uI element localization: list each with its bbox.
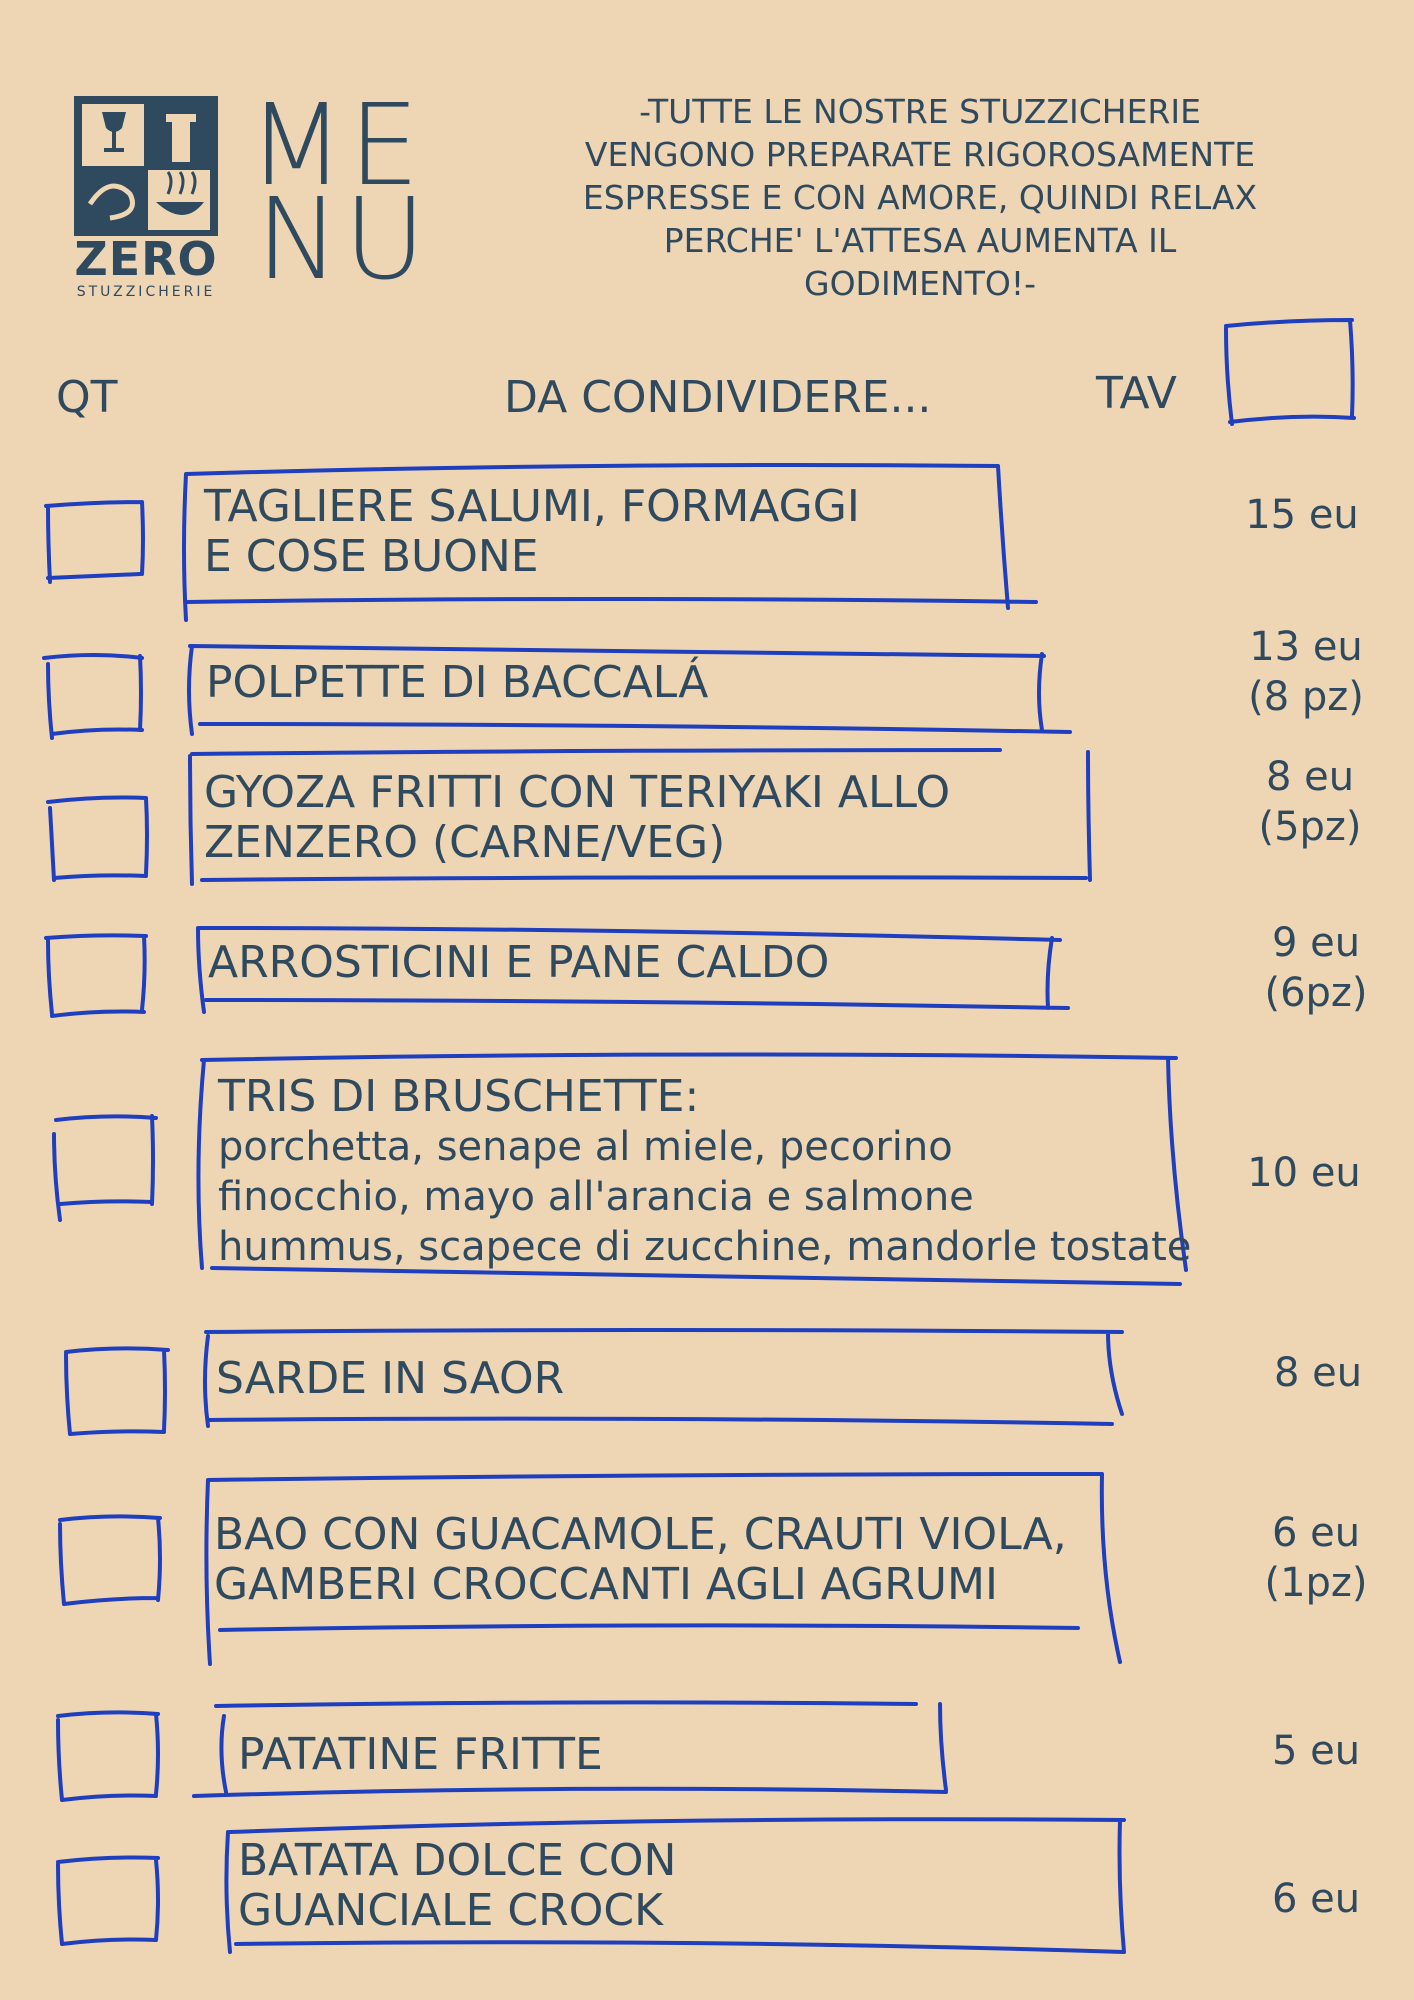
item-name	[238, 1730, 603, 1780]
item-price	[1210, 752, 1410, 852]
logo	[72, 94, 220, 302]
quantity-checkbox[interactable]	[42, 790, 152, 890]
quantity-checkbox[interactable]	[50, 1106, 160, 1226]
item-description-line: hummus, scapece di zucchine, mandorle tostate	[218, 1224, 1192, 1270]
menu-title-line-1: ME	[248, 81, 424, 211]
item-name	[206, 658, 708, 708]
item-description-line: finocchio, mayo all'arancia e salmone	[218, 1174, 974, 1220]
price-value: 6 eu	[1271, 1510, 1361, 1556]
price-value: 15 eu	[1245, 492, 1359, 538]
price-unit: (5pz)	[1258, 804, 1362, 850]
item-price	[1206, 622, 1406, 722]
intro-line: GODIMENTO!-	[804, 264, 1036, 303]
quantity-checkbox[interactable]	[38, 648, 148, 748]
item-name-line: PATATINE FRITTE	[238, 1729, 603, 1780]
item-name-line: GYOZA FRITTI CON TERIYAKI ALLO	[204, 767, 951, 818]
price-value: 10 eu	[1247, 1150, 1361, 1196]
price-value: 13 eu	[1249, 624, 1363, 670]
item-name-line: E COSE BUONE	[204, 531, 539, 582]
item-name-line: BAO CON GUACAMOLE, CRAUTI VIOLA,	[214, 1509, 1067, 1560]
item-name-line: SARDE IN SAOR	[216, 1353, 565, 1404]
item-name	[208, 938, 829, 988]
item-name-line: ZENZERO (CARNE/VEG)	[204, 817, 726, 868]
item-name-line: ARROSTICINI E PANE CALDO	[208, 937, 830, 988]
intro-line: VENGONO PREPARATE RIGOROSAMENTE	[584, 135, 1256, 174]
item-price	[1216, 1874, 1414, 1924]
table-number-box[interactable]	[1220, 314, 1360, 426]
item-name-line: TAGLIERE SALUMI, FORMAGGI	[204, 481, 860, 532]
price-value: 8 eu	[1273, 1350, 1363, 1396]
item-name	[218, 1072, 1191, 1272]
item-name-line: POLPETTE DI BACCALÁ	[206, 657, 709, 708]
quantity-checkbox[interactable]	[40, 496, 150, 586]
item-name	[216, 1354, 564, 1404]
intro-text	[560, 90, 1280, 305]
quantity-checkbox[interactable]	[40, 928, 150, 1024]
item-name	[238, 1836, 676, 1936]
item-name-line: TRIS DI BRUSCHETTE:	[218, 1071, 700, 1122]
item-name-line: BATATA DOLCE CON	[238, 1835, 677, 1886]
item-name	[204, 482, 860, 582]
price-unit: (6pz)	[1264, 970, 1368, 1016]
quantity-checkbox[interactable]	[52, 1704, 164, 1808]
section-header: DA CONDIVIDERE...	[504, 372, 932, 423]
item-price	[1216, 918, 1414, 1018]
price-value: 5 eu	[1271, 1728, 1361, 1774]
item-name-line: GUANCIALE CROCK	[238, 1885, 663, 1936]
price-value: 6 eu	[1271, 1876, 1361, 1922]
item-price	[1216, 1508, 1414, 1608]
price-value: 8 eu	[1265, 754, 1355, 800]
intro-line: ESPRESSE E CON AMORE, QUINDI RELAX	[582, 178, 1258, 217]
quantity-checkbox[interactable]	[52, 1848, 164, 1952]
table-header: TAV	[1096, 368, 1177, 419]
item-name-line: GAMBERI CROCCANTI AGLI AGRUMI	[214, 1559, 998, 1610]
price-unit: (8 pz)	[1248, 674, 1364, 720]
item-price	[1218, 1348, 1414, 1398]
item-price	[1202, 490, 1402, 540]
item-name	[204, 768, 950, 868]
item-description-line: porchetta, senape al miele, pecorino	[218, 1124, 953, 1170]
intro-line: PERCHE' L'ATTESA AUMENTA IL	[663, 221, 1177, 260]
price-unit: (1pz)	[1264, 1560, 1368, 1606]
item-name	[214, 1510, 1067, 1610]
logo-brand: ZERO	[74, 232, 218, 286]
quantity-checkbox[interactable]	[60, 1340, 172, 1444]
item-price	[1216, 1726, 1414, 1776]
menu-title-line-2: NU	[256, 175, 430, 305]
price-value: 9 eu	[1271, 920, 1361, 966]
logo-subtitle: STUZZICHERIE	[76, 284, 216, 300]
quantity-checkbox[interactable]	[54, 1508, 166, 1612]
quantity-header: QT	[56, 372, 118, 423]
item-price	[1204, 1148, 1404, 1198]
intro-line: -TUTTE LE NOSTRE STUZZICHERIE	[639, 92, 1201, 131]
